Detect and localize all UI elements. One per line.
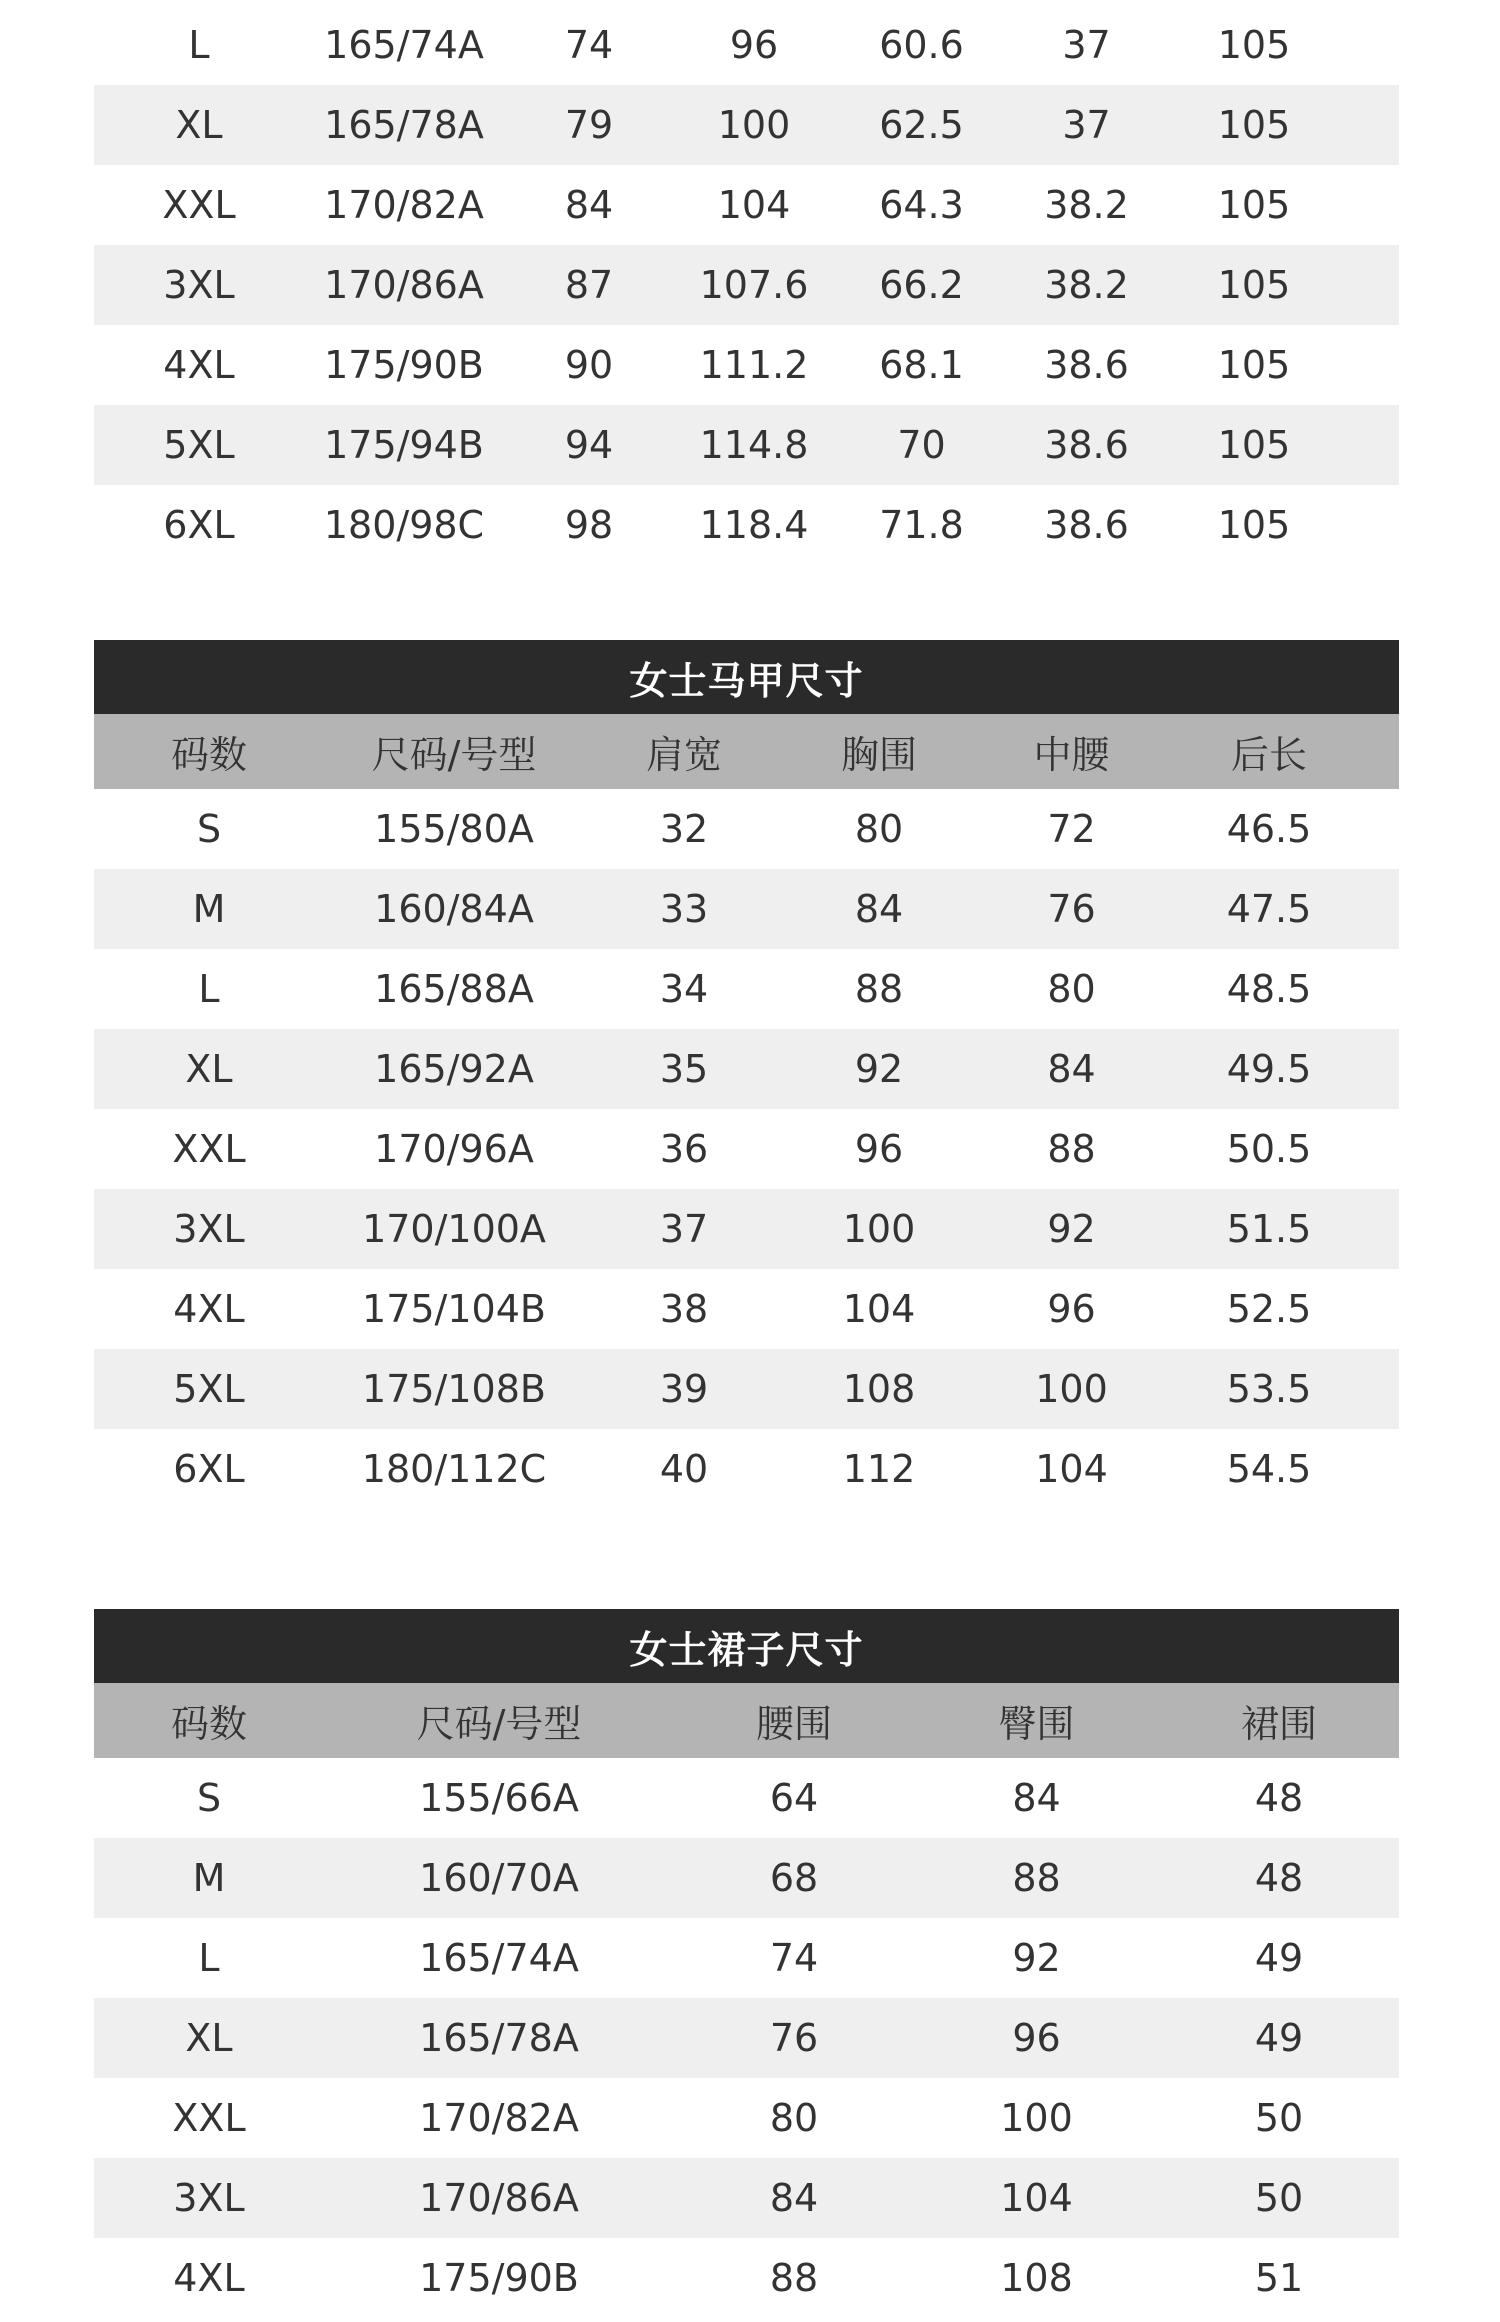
value-cell: 50 <box>1254 2176 1304 2220</box>
value-cell: 84 <box>854 887 904 931</box>
header-cell: 臀围 <box>998 1702 1075 1746</box>
header-cell: 肩宽 <box>645 733 722 777</box>
size-cell: S <box>196 807 222 851</box>
table-row <box>94 485 1399 565</box>
value-cell: 84 <box>769 2176 819 2220</box>
size-cell: XXL <box>172 1127 246 1171</box>
table-row <box>94 1758 1399 1838</box>
value-cell: 38.6 <box>1044 343 1129 387</box>
size-cell: 3XL <box>163 263 235 307</box>
size-cell: 5XL <box>173 1367 245 1411</box>
size-cell: XL <box>185 2016 233 2060</box>
value-cell: 71.8 <box>879 503 964 547</box>
value-cell: 72 <box>1047 807 1096 851</box>
value-cell: 74 <box>564 23 614 67</box>
value-cell: 32 <box>659 807 709 851</box>
model-cell: 165/74A <box>419 1936 579 1980</box>
value-cell: 108 <box>842 1367 916 1411</box>
size-cell: 3XL <box>173 2176 245 2220</box>
value-cell: 87 <box>564 263 614 307</box>
model-cell: 160/70A <box>419 1856 579 1900</box>
value-cell: 88 <box>1012 1856 1061 1900</box>
header-cell: 裙围 <box>1240 1702 1317 1746</box>
header-cell: 尺码/号型 <box>416 1702 582 1746</box>
value-cell: 48 <box>1254 1856 1304 1900</box>
table-row <box>94 405 1399 485</box>
model-cell: 170/82A <box>419 2096 579 2140</box>
value-cell: 37 <box>1062 23 1111 67</box>
value-cell: 64 <box>769 1776 819 1820</box>
value-cell: 105 <box>1217 183 1291 227</box>
value-cell: 80 <box>769 2096 819 2140</box>
table-title: 女士马甲尺寸 <box>94 640 1399 714</box>
value-cell: 96 <box>1047 1287 1096 1331</box>
value-cell: 66.2 <box>879 263 964 307</box>
value-cell: 100 <box>842 1207 916 1251</box>
value-cell: 74 <box>769 1936 819 1980</box>
table-title: 女士裙子尺寸 <box>94 1609 1399 1683</box>
value-cell: 88 <box>1047 1127 1096 1171</box>
value-cell: 111.2 <box>699 343 809 387</box>
value-cell: 92 <box>1047 1207 1096 1251</box>
model-cell: 170/96A <box>374 1127 534 1171</box>
value-cell: 100 <box>717 103 791 147</box>
table-row <box>94 85 1399 165</box>
value-cell: 38.6 <box>1044 423 1129 467</box>
value-cell: 84 <box>564 183 614 227</box>
model-cell: 170/100A <box>362 1207 546 1251</box>
value-cell: 36 <box>659 1127 709 1171</box>
value-cell: 84 <box>1047 1047 1096 1091</box>
table-header-row <box>94 1683 1399 1758</box>
model-cell: 160/84A <box>374 887 534 931</box>
model-cell: 180/98C <box>323 503 485 547</box>
value-cell: 90 <box>564 343 614 387</box>
value-cell: 70 <box>897 423 946 467</box>
model-cell: 175/94B <box>324 423 484 467</box>
header-cell: 码数 <box>170 733 247 777</box>
value-cell: 104 <box>717 183 791 227</box>
value-cell: 100 <box>1035 1367 1108 1411</box>
size-cell: XL <box>185 1047 233 1091</box>
table-row <box>94 1349 1399 1429</box>
value-cell: 51.5 <box>1226 1207 1312 1251</box>
value-cell: 64.3 <box>879 183 964 227</box>
value-cell: 38 <box>659 1287 709 1331</box>
value-cell: 46.5 <box>1226 807 1312 851</box>
value-cell: 100 <box>1000 2096 1073 2140</box>
table-row <box>94 949 1399 1029</box>
value-cell: 105 <box>1217 503 1291 547</box>
model-cell: 165/74A <box>324 23 484 67</box>
value-cell: 112 <box>842 1447 916 1491</box>
value-cell: 38.2 <box>1044 183 1129 227</box>
table-row <box>94 1918 1399 1998</box>
size-cell: L <box>188 23 210 67</box>
table-row <box>94 1429 1399 1509</box>
table-row <box>94 1269 1399 1349</box>
value-cell: 108 <box>1000 2256 1073 2300</box>
value-cell: 40 <box>659 1447 709 1491</box>
value-cell: 94 <box>564 423 614 467</box>
value-cell: 104 <box>1035 1447 1108 1491</box>
table-row <box>94 869 1399 949</box>
value-cell: 92 <box>854 1047 904 1091</box>
size-cell: XXL <box>172 2096 246 2140</box>
table-row <box>94 245 1399 325</box>
value-cell: 96 <box>854 1127 904 1171</box>
value-cell: 76 <box>1047 887 1096 931</box>
model-cell: 170/86A <box>419 2176 579 2220</box>
skirt-size-table <box>94 1609 1399 2318</box>
table-row <box>94 165 1399 245</box>
value-cell: 37 <box>1062 103 1111 147</box>
table-row <box>94 1189 1399 1269</box>
value-cell: 88 <box>769 2256 819 2300</box>
value-cell: 92 <box>1012 1936 1061 1980</box>
value-cell: 76 <box>769 2016 819 2060</box>
header-cell: 尺码/号型 <box>371 733 537 777</box>
model-cell: 165/78A <box>419 2016 579 2060</box>
value-cell: 118.4 <box>699 503 809 547</box>
table-row <box>94 1029 1399 1109</box>
value-cell: 51 <box>1254 2256 1304 2300</box>
value-cell: 60.6 <box>879 23 964 67</box>
size-cell: 3XL <box>173 1207 245 1251</box>
value-cell: 84 <box>1012 1776 1061 1820</box>
value-cell: 79 <box>564 103 614 147</box>
table-row <box>94 2238 1399 2318</box>
size-cell: S <box>196 1776 222 1820</box>
value-cell: 54.5 <box>1226 1447 1312 1491</box>
table-row <box>94 789 1399 869</box>
value-cell: 96 <box>1012 2016 1061 2060</box>
size-cell: M <box>192 1856 226 1900</box>
value-cell: 48 <box>1254 1776 1304 1820</box>
value-cell: 68.1 <box>879 343 964 387</box>
size-cell: 6XL <box>163 503 235 547</box>
value-cell: 68 <box>769 1856 819 1900</box>
size-cell: 6XL <box>173 1447 245 1491</box>
model-cell: 155/80A <box>374 807 534 851</box>
top-size-table-body <box>94 0 1399 565</box>
model-cell: 175/104B <box>362 1287 546 1331</box>
value-cell: 50.5 <box>1226 1127 1312 1171</box>
value-cell: 50 <box>1254 2096 1304 2140</box>
value-cell: 47.5 <box>1226 887 1312 931</box>
value-cell: 37 <box>659 1207 709 1251</box>
value-cell: 38.2 <box>1044 263 1129 307</box>
value-cell: 98 <box>564 503 614 547</box>
value-cell: 80 <box>1047 967 1096 1011</box>
value-cell: 49 <box>1254 1936 1304 1980</box>
header-cell: 腰围 <box>755 1702 832 1746</box>
value-cell: 53.5 <box>1226 1367 1312 1411</box>
table-row <box>94 2078 1399 2158</box>
value-cell: 52.5 <box>1226 1287 1312 1331</box>
header-cell: 中腰 <box>1033 733 1110 777</box>
value-cell: 34 <box>659 967 709 1011</box>
model-cell: 175/90B <box>324 343 484 387</box>
value-cell: 105 <box>1217 343 1291 387</box>
size-cell: L <box>198 967 220 1011</box>
value-cell: 105 <box>1217 23 1291 67</box>
value-cell: 96 <box>729 23 779 67</box>
size-cell: 5XL <box>163 423 235 467</box>
value-cell: 104 <box>1000 2176 1073 2220</box>
header-cell: 后长 <box>1230 733 1307 777</box>
model-cell: 175/108B <box>362 1367 546 1411</box>
value-cell: 39 <box>659 1367 709 1411</box>
value-cell: 49 <box>1254 2016 1304 2060</box>
value-cell: 105 <box>1217 423 1291 467</box>
header-cell: 胸围 <box>840 733 917 777</box>
table-row <box>94 2158 1399 2238</box>
header-cell: 码数 <box>170 1702 247 1746</box>
value-cell: 33 <box>659 887 709 931</box>
vest-size-table <box>94 640 1399 1509</box>
table-row <box>94 325 1399 405</box>
model-cell: 165/78A <box>324 103 484 147</box>
value-cell: 105 <box>1217 263 1291 307</box>
size-cell: 4XL <box>163 343 235 387</box>
value-cell: 114.8 <box>699 423 809 467</box>
model-cell: 170/82A <box>324 183 484 227</box>
size-cell: 4XL <box>173 1287 245 1331</box>
value-cell: 104 <box>842 1287 916 1331</box>
size-cell: XL <box>175 103 223 147</box>
model-cell: 175/90B <box>419 2256 579 2300</box>
table-row <box>94 1998 1399 2078</box>
model-cell: 170/86A <box>324 263 484 307</box>
model-cell: 155/66A <box>419 1776 579 1820</box>
model-cell: 165/92A <box>374 1047 534 1091</box>
value-cell: 105 <box>1217 103 1291 147</box>
size-cell: L <box>198 1936 220 1980</box>
value-cell: 88 <box>854 967 904 1011</box>
value-cell: 35 <box>659 1047 709 1091</box>
table-row <box>94 1838 1399 1918</box>
size-cell: 4XL <box>173 2256 245 2300</box>
table-row <box>94 5 1399 85</box>
value-cell: 62.5 <box>879 103 964 147</box>
value-cell: 80 <box>854 807 904 851</box>
size-cell: XXL <box>162 183 236 227</box>
table-header-row <box>94 714 1399 789</box>
model-cell: 165/88A <box>374 967 534 1011</box>
value-cell: 48.5 <box>1226 967 1312 1011</box>
value-cell: 107.6 <box>699 263 809 307</box>
size-cell: M <box>192 887 226 931</box>
table-row <box>94 1109 1399 1189</box>
value-cell: 38.6 <box>1044 503 1129 547</box>
model-cell: 180/112C <box>361 1447 547 1491</box>
value-cell: 49.5 <box>1226 1047 1312 1091</box>
